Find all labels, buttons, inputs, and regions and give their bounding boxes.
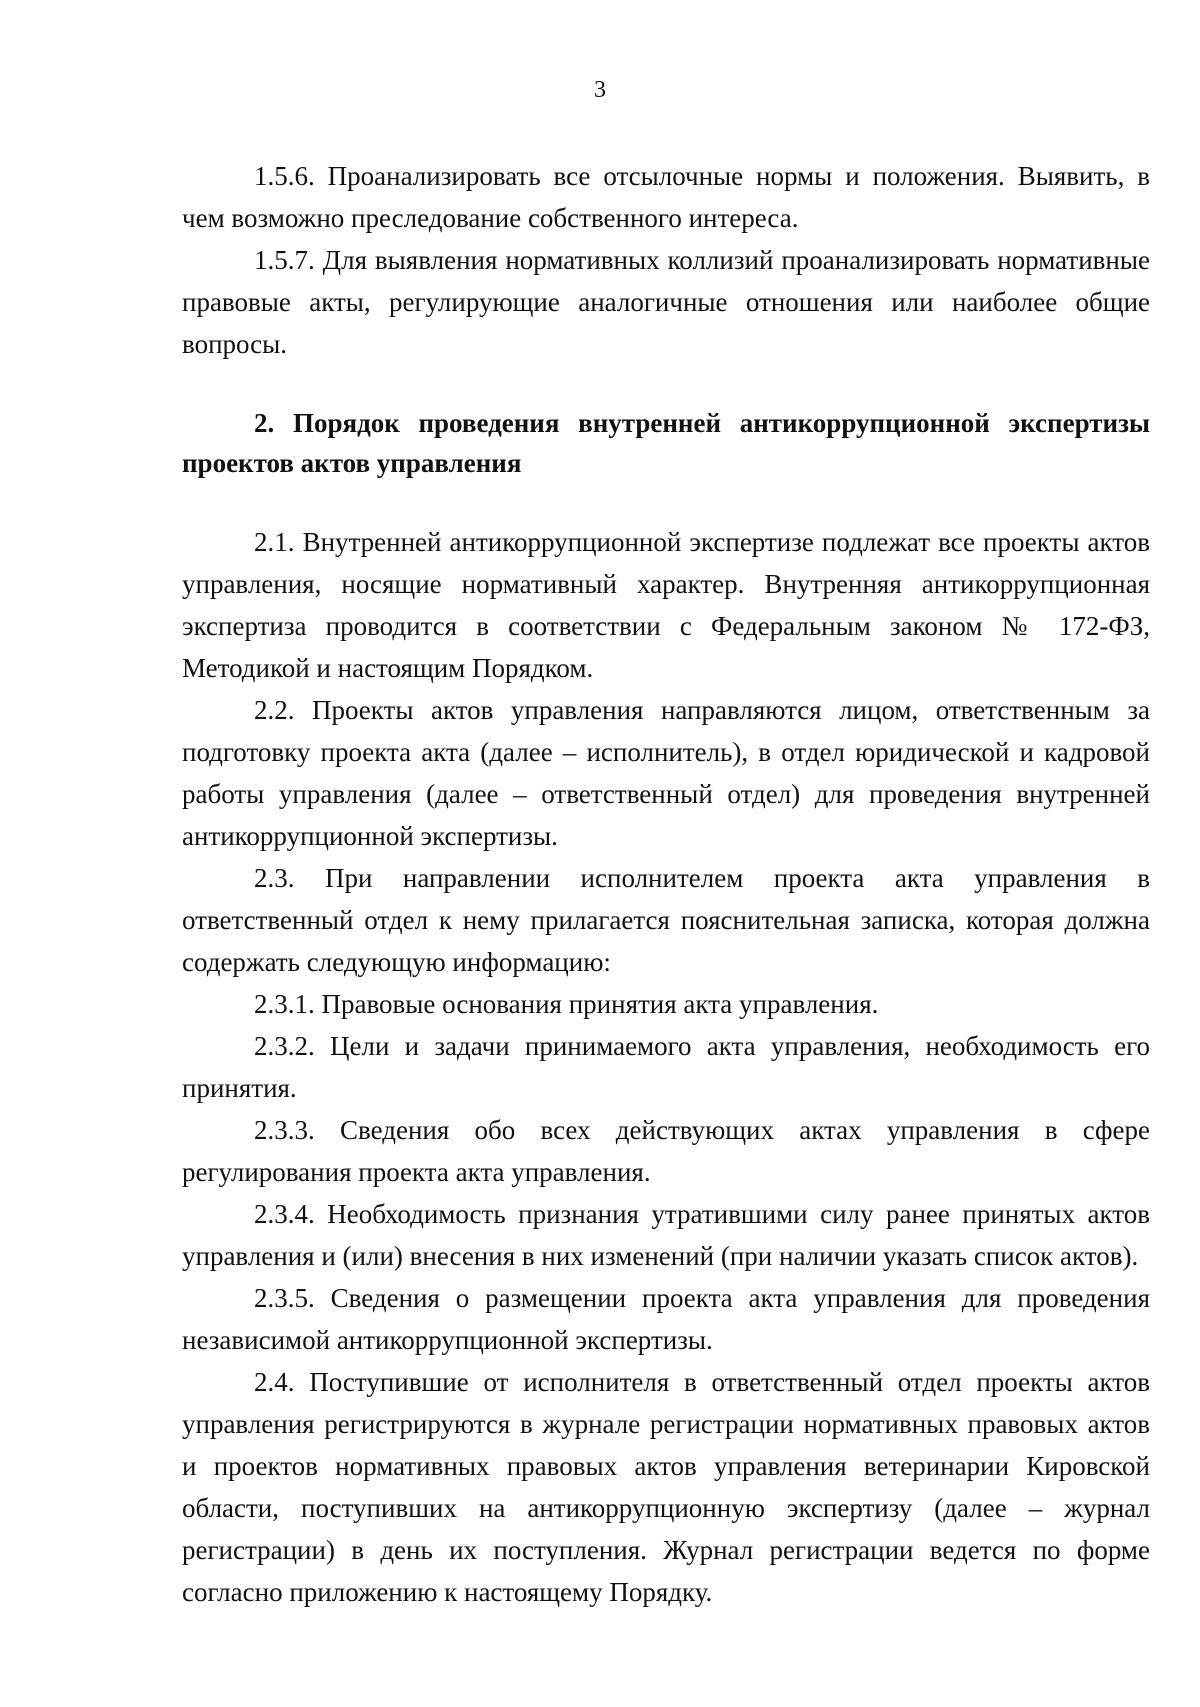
paragraph-2-3-1: 2.3.1. Правовые основания принятия акта управления. bbox=[254, 989, 879, 1019]
paragraph-2-3-4: 2.3.4. Необходимость признания утратившими силу ранее принятых актов управления и (или) внесения в них изменений (при наличии указать список актов). bbox=[182, 1199, 1150, 1271]
paragraph-2-3-3: 2.3.3. Сведения обо всех действующих актах управления в сфере регулирования проекта акта управления. bbox=[182, 1115, 1150, 1187]
paragraph-1-5-7: 1.5.7. Для выявления нормативных коллизий проанализировать нормативные правовые акты, регулирующие аналогичные отношения или наиболее общие вопросы. bbox=[182, 245, 1150, 359]
section-heading: 2. Порядок проведения внутренней антикоррупционной экспертизы проектов актов управления bbox=[182, 408, 1150, 478]
paragraph-2-1: 2.1. Внутренней антикоррупционной экспертизе подлежат все проекты актов управления, носящие нормативный характер. Внутренняя антикоррупционная экспертиза проводится в соответствии с Федеральным законом № 172-ФЗ, Методикой и настоящим Порядком. bbox=[182, 527, 1150, 683]
paragraph-2-3-5: 2.3.5. Сведения о размещении проекта акта управления для проведения независимой антикоррупционной экспертизы. bbox=[182, 1283, 1150, 1355]
paragraph-1-5-6: 1.5.6. Проанализировать все отсылочные нормы и положения. Выявить, в чем возможно преследование собственного интереса. bbox=[182, 161, 1150, 233]
paragraph-2-3: 2.3. При направлении исполнителем проекта акта управления в ответственный отдел к нему прилагается пояснительная записка, которая должна содержать следующую информацию: bbox=[182, 863, 1150, 977]
paragraph-2-3-2: 2.3.2. Цели и задачи принимаемого акта управления, необходимость его принятия. bbox=[182, 1031, 1150, 1103]
paragraph-2-2: 2.2. Проекты актов управления направляются лицом, ответственным за подготовку проекта акта (далее – исполнитель), в отдел юридической и кадровой работы управления (далее – ответственный отдел) для проведения внутренней антикоррупционной экспертизы. bbox=[182, 695, 1150, 851]
paragraph-2-4: 2.4. Поступившие от исполнителя в ответственный отдел проекты актов управления регистрируются в журнале регистрации нормативных правовых актов и проектов нормативных правовых актов управления ветеринарии Кировской области, поступивших на антикоррупционную экспертизу (далее – журнал регистрации) в день их поступления. Журнал регистрации ведется по форме согласно приложению к настоящему Порядку. bbox=[182, 1367, 1150, 1607]
page-number: 3 bbox=[594, 77, 606, 103]
document-body bbox=[182, 155, 1150, 1613]
